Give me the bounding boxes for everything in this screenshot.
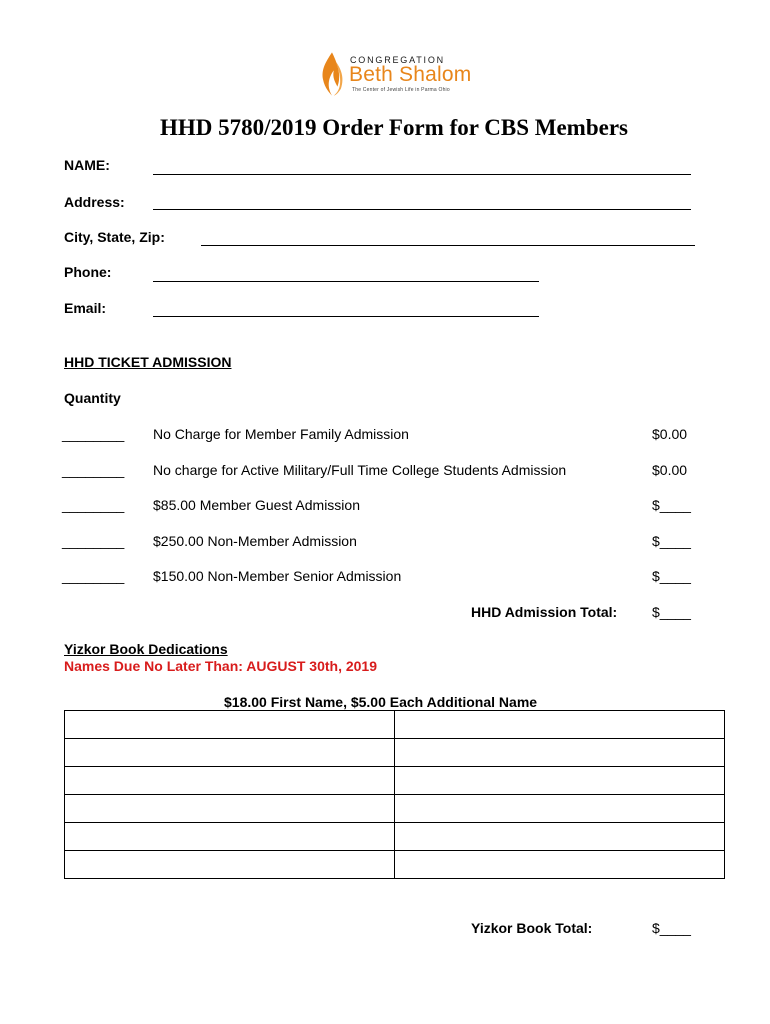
email-label: Email:	[64, 300, 107, 316]
quantity-blank[interactable]: ________	[62, 462, 125, 478]
admission-item-price[interactable]: $____	[652, 533, 691, 549]
table-row	[65, 767, 725, 795]
name-label: NAME:	[64, 157, 110, 173]
admission-item-label: $85.00 Member Guest Admission	[153, 497, 360, 513]
table-row	[65, 711, 725, 739]
name-cell[interactable]	[65, 739, 395, 767]
logo-prefix: CONGREGATION	[350, 55, 445, 65]
admission-heading: HHD TICKET ADMISSION	[64, 354, 232, 370]
yizkor-total-label: Yizkor Book Total:	[471, 920, 593, 936]
quantity-label: Quantity	[64, 390, 121, 406]
yizkor-pricing: $18.00 First Name, $5.00 Each Additional Name	[224, 694, 538, 710]
name-cell[interactable]	[65, 823, 395, 851]
city-state-zip-label: City, State, Zip:	[64, 229, 165, 245]
name-cell[interactable]	[395, 739, 725, 767]
admission-item-price[interactable]: $____	[652, 568, 691, 584]
quantity-blank[interactable]: ________	[62, 426, 125, 442]
yizkor-total-value[interactable]: $____	[652, 920, 691, 936]
admission-item-price[interactable]: $____	[652, 497, 691, 513]
address-label: Address:	[64, 194, 125, 210]
table-row	[65, 823, 725, 851]
yizkor-heading: Yizkor Book Dedications	[64, 641, 228, 657]
quantity-blank[interactable]: ________	[62, 497, 125, 513]
name-cell[interactable]	[395, 711, 725, 739]
name-cell[interactable]	[395, 851, 725, 879]
address-field[interactable]	[153, 209, 691, 210]
city-state-zip-field[interactable]	[201, 245, 695, 246]
name-field[interactable]	[153, 174, 691, 175]
phone-field[interactable]	[153, 281, 539, 282]
admission-item-label: $250.00 Non-Member Admission	[153, 533, 357, 549]
logo-tagline: The Center of Jewish Life in Parma Ohio	[352, 87, 450, 93]
admission-item-label: No Charge for Member Family Admission	[153, 426, 409, 442]
name-cell[interactable]	[395, 767, 725, 795]
table-row	[65, 795, 725, 823]
name-cell[interactable]	[65, 711, 395, 739]
name-cell[interactable]	[65, 851, 395, 879]
logo-name: Beth Shalom	[349, 63, 472, 86]
phone-label: Phone:	[64, 264, 112, 280]
name-cell[interactable]	[65, 767, 395, 795]
table-row	[65, 851, 725, 879]
name-cell[interactable]	[65, 795, 395, 823]
admission-item-label: $150.00 Non-Member Senior Admission	[153, 568, 402, 584]
admission-item-price: $0.00	[652, 462, 688, 478]
quantity-blank[interactable]: ________	[62, 533, 125, 549]
flame-logo-icon	[314, 48, 350, 100]
name-cell[interactable]	[395, 795, 725, 823]
name-cell[interactable]	[395, 823, 725, 851]
page-title: HHD 5780/2019 Order Form for CBS Members	[159, 115, 629, 140]
email-field[interactable]	[153, 316, 539, 317]
yizkor-deadline: Names Due No Later Than: AUGUST 30th, 2019	[64, 658, 378, 674]
table-row	[65, 739, 725, 767]
yizkor-names-table	[64, 710, 725, 879]
admission-total-value[interactable]: $____	[652, 604, 691, 620]
admission-item-label: No charge for Active Military/Full Time College Students Admission	[153, 462, 567, 478]
admission-item-price: $0.00	[652, 426, 688, 442]
quantity-blank[interactable]: ________	[62, 568, 125, 584]
admission-total-label: HHD Admission Total:	[471, 604, 618, 620]
